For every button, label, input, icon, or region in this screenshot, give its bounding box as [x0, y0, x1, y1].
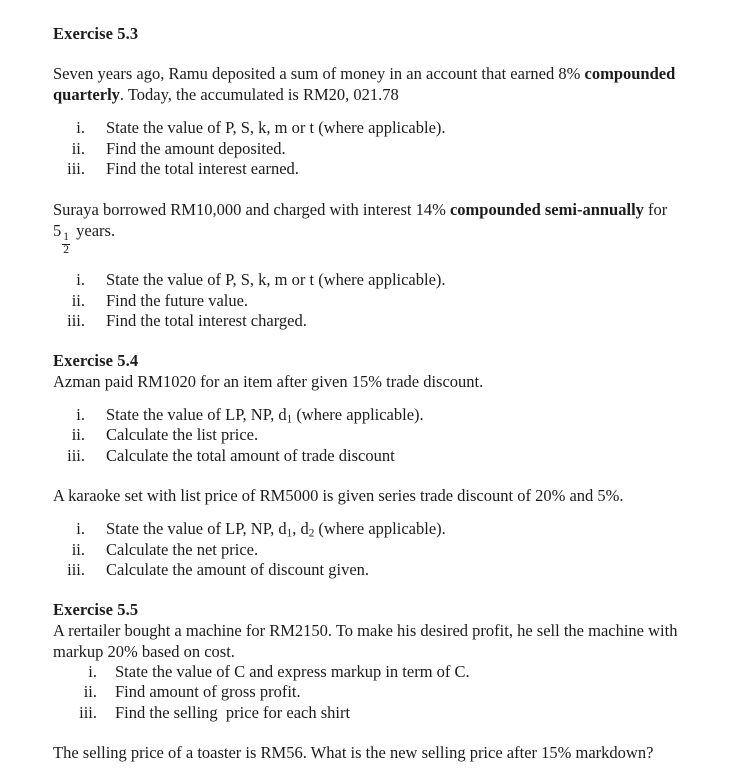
subscript-d2: 2	[308, 527, 315, 540]
problem-5-3-2-text-part1: Suraya borrowed RM10,000 and charged with interest 14%	[53, 199, 450, 219]
list-item-number: ii.	[71, 425, 85, 445]
list-item-text-part2: (where applicable).	[292, 404, 424, 424]
problem-5-3-2-fraction-line	[53, 220, 718, 258]
subscript-d1: 1	[286, 527, 293, 540]
list-item	[53, 270, 718, 291]
list-item	[53, 519, 718, 540]
list-item-label: Calculate the list price.	[106, 425, 259, 445]
list-item-label: Find amount of gross profit.	[115, 682, 301, 702]
problem-5-5-2-text: The selling price of a toaster is RM56. What is the new selling price after 15% markdown?	[53, 743, 654, 763]
list-item-number: iii.	[67, 560, 85, 580]
list-item-text-part2: , d	[292, 519, 309, 539]
list-item-label: Find the selling price for each shirt	[115, 702, 351, 722]
problem-5-3-1-text	[53, 63, 718, 105]
heading-exercise-5-5: Exercise 5.5	[53, 599, 139, 619]
list-item-label	[106, 519, 446, 540]
problem-5-5-1-text: A rertailer bought a machine for RM2150. To make his desired profit, he sell the machine with markup 20% based on cost.	[53, 620, 678, 661]
list-item	[53, 540, 718, 561]
problem-5-4-2-text: A karaoke set with list price of RM5000 is given series trade discount of 20% and 5%.	[53, 486, 624, 506]
list-item	[53, 703, 718, 724]
list-item	[53, 311, 718, 332]
problem-5-4-2-list	[53, 519, 718, 581]
list-item-label	[106, 405, 424, 426]
problem-5-5-1-list	[53, 662, 718, 724]
list-item-number: iii.	[79, 702, 97, 722]
list-item-number: i.	[76, 118, 85, 137]
heading-exercise-5-4: Exercise 5.4	[53, 350, 139, 370]
list-item-number: ii.	[71, 138, 85, 158]
problem-5-4-1-list	[53, 405, 718, 467]
list-item-text-part3: (where applicable).	[314, 519, 446, 539]
list-item-number: ii.	[71, 539, 85, 559]
problem-5-3-2-bold: compounded semi-annually	[449, 199, 644, 219]
list-item	[53, 446, 718, 467]
fraction-one-half	[62, 232, 70, 257]
problem-5-3-2-text-part2: for	[643, 199, 668, 219]
list-item-number: i.	[76, 270, 85, 290]
fraction-suffix-label: years.	[72, 220, 116, 240]
problem-5-3-2-list	[53, 270, 718, 332]
list-item-text-part1: State the value of LP, NP, d	[106, 404, 287, 424]
list-item	[53, 425, 718, 446]
list-item-label: Calculate the total amount of trade discount	[106, 445, 395, 465]
list-item-label: Find the total interest earned.	[106, 159, 299, 178]
list-item-label: Calculate the net price.	[106, 539, 259, 559]
problem-5-3-1-list	[53, 118, 718, 180]
list-item-label: State the value of P, S, k, m or t (where applicable).	[106, 270, 446, 290]
list-item	[53, 159, 718, 180]
problem-5-3-1-text-part1: Seven years ago, Ramu deposited a sum of money in an account that earned 8%	[53, 64, 585, 83]
text-column	[53, 24, 718, 763]
list-item-label: Find the total interest charged.	[106, 311, 307, 331]
problem-5-3-2-text	[53, 199, 718, 220]
list-item-label: State the value of C and express markup in term of C.	[115, 661, 470, 681]
list-item-number: iii.	[67, 445, 85, 465]
subscript-d1: 1	[286, 413, 293, 426]
fraction-numerator: 1	[63, 231, 69, 244]
list-item-number: i.	[76, 404, 85, 424]
list-item-number: ii.	[71, 290, 85, 310]
problem-5-3-1-bold: compounded quarterly	[53, 64, 676, 104]
list-item	[53, 682, 718, 703]
fraction-denominator: 2	[63, 244, 69, 257]
list-item	[53, 405, 718, 426]
list-item-number: iii.	[67, 159, 85, 178]
list-item	[53, 560, 718, 581]
list-item-label: Find the future value.	[106, 290, 249, 310]
problem-5-4-1-text: Azman paid RM1020 for an item after given 15% trade discount.	[53, 371, 484, 391]
list-item-number: i.	[76, 519, 85, 539]
list-item-number: ii.	[83, 682, 97, 702]
fraction-whole-number: 5	[53, 220, 62, 240]
list-item-text-part1: State the value of LP, NP, d	[106, 519, 287, 539]
list-item-number: iii.	[67, 311, 85, 331]
list-item	[53, 662, 718, 683]
list-item-label: State the value of P, S, k, m or t (where applicable).	[106, 118, 446, 137]
list-item	[53, 139, 718, 160]
heading-exercise-5-3: Exercise 5.3	[53, 24, 139, 43]
list-item-label: Find the amount deposited.	[106, 138, 286, 158]
list-item-label: Calculate the amount of discount given.	[106, 560, 370, 580]
list-item	[53, 291, 718, 312]
list-item-number: i.	[88, 661, 97, 681]
list-item	[53, 118, 718, 139]
problem-5-3-1-text-part2: . Today, the accumulated is RM20, 021.78	[119, 85, 399, 104]
